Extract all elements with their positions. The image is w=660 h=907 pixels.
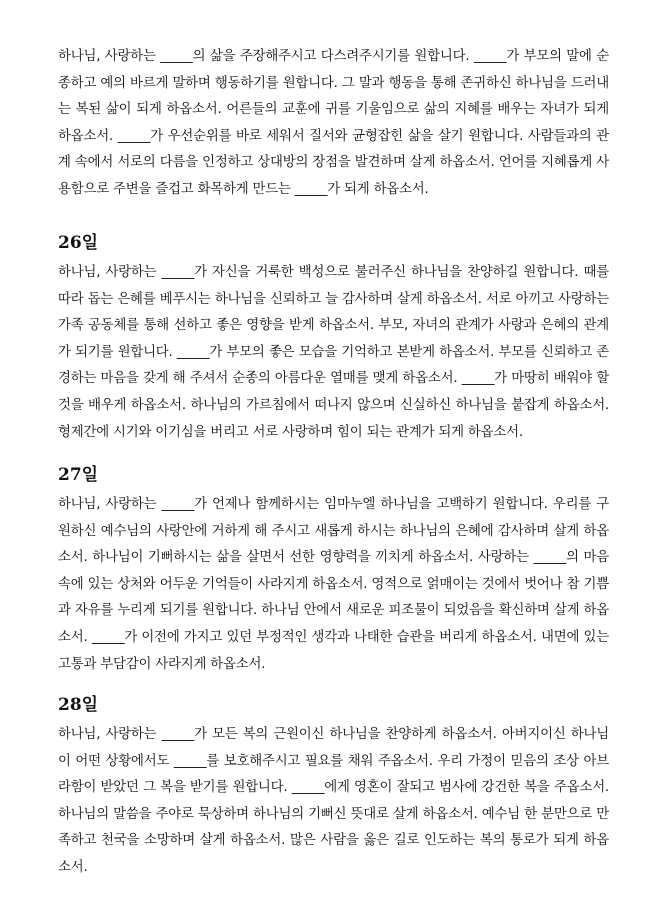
day-27-paragraph: 하나님, 사랑하는 _____가 언제나 함께하시는 임마누엘 하나님을 고백하기 원합니다. 우리를 구원하신 예수님의 사랑안에 거하게 해 주시고 새롭게 하시는 하나님의 은혜에 감사하며 살게 하옵소서. 하나님이 기뻐하시는 삶을 살면서 선한 영향력을 끼치게 하옵소서. 사랑하는 _____의 마음속에 있는 상처와 어두운 기억들이 사라지게 하옵소서. 영적으로 얽매이는 것에서 벗어나 참 기쁨과 자유를 누리게 되기를 원합니다. 하나님 안에서 새로운 피조물이 되었음을 확신하며 살게 하옵소서. _____가 이전에 가지고 있던 부정적인 생각과 나태한 습관을 버리게 하옵소서. 내면에 있는 고통과 부담감이 사라지게 하옵소서. — [58, 497, 609, 672]
intro-section — [58, 44, 609, 204]
intro-paragraph: 하나님, 사랑하는 _____의 삶을 주장해주시고 다스려주시기를 원합니다. _____가 부모의 말에 순종하고 예의 바르게 말하며 행동하기를 원합니다. 그 말과 행동을 통해 존귀하신 하나님을 드러내는 복된 삶이 되게 하옵소서. 어른들의 교훈에 귀를 기울임으로 삶의 지혜를 배우는 자녀가 되게 하옵소서. _____가 우선순위를 바로 세워서 질서와 균형잡힌 삶을 살기 원합니다. 사람들과의 관계 속에서 서로의 다름을 인정하고 상대방의 장점을 발견하며 살게 하옵소서. 언어를 지혜롭게 사용함으로 주변을 즐겁고 화목하게 만드는 _____가 되게 하옵소서. — [58, 49, 609, 197]
day-26-heading: 26일 — [58, 233, 99, 253]
day-27-heading: 27일 — [58, 465, 99, 485]
day-26-section — [58, 232, 609, 446]
day-27-section — [58, 464, 609, 678]
day-28-section — [58, 694, 609, 882]
day-28-heading: 28일 — [58, 695, 99, 715]
day-28-paragraph: 하나님, 사랑하는 _____가 모든 복의 근원이신 하나님을 찬양하게 하옵소서. 아버지이신 하나님이 어떤 상황에서도 _____를 보호해주시고 필요를 채워 주옵소서. 우리 가정이 믿음의 조상 아브라함이 받았던 그 복을 받기를 원합니다. _____에게 영혼이 잘되고 범사에 강건한 복을 주옵소서. 하나님의 말씀을 주야로 묵상하며 하나님의 기뻐신 뜻대로 살게 하옵소서. 예수님 한 분만으로 만족하고 천국을 소망하며 살게 하옵소서. 많은 사람을 옳은 길로 인도하는 복의 통로가 되게 하옵소서. — [58, 727, 609, 875]
day-26-paragraph: 하나님, 사랑하는 _____가 자신을 거룩한 백성으로 불러주신 하나님을 찬양하길 원합니다. 때를 따라 돕는 은혜를 베푸시는 하나님을 신뢰하고 늘 감사하며 살게 하옵소서. 서로 아끼고 사랑하는 가족 공동체를 통해 선하고 좋은 영향을 받게 하옵소서. 부모, 자녀의 관계가 사랑과 은혜의 관계가 되기를 원합니다. _____가 부모의 좋은 모습을 기억하고 본받게 하옵소서. 부모를 신뢰하고 존경하는 마음을 갖게 해 주셔서 순종의 아름다운 열매를 맺게 하옵소서. _____가 마땅히 배워야 할 것을 배우게 하옵소서. 하나님의 가르침에서 떠나지 않으며 신실하신 하나님을 붙잡게 하옵소서. 형제간에 시기와 이기심을 버리고 서로 사랑하며 힘이 되는 관계가 되게 하옵소서. — [58, 265, 609, 440]
